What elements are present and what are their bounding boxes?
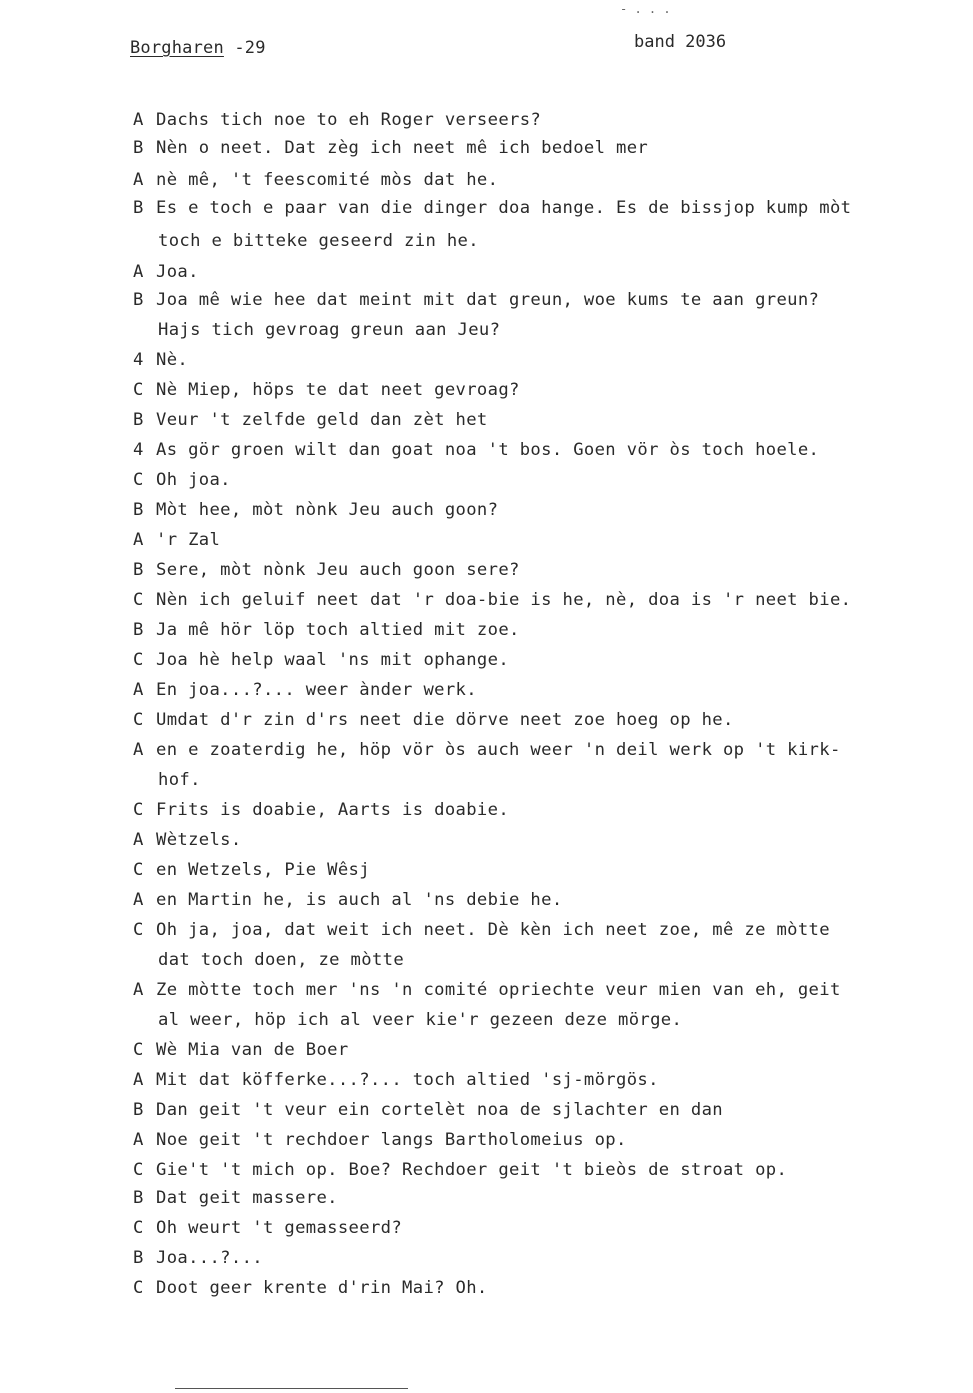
line-text: en Martin he, is auch al 'ns debie he. (156, 890, 563, 910)
speaker-label: B (133, 1188, 144, 1208)
transcript-line (158, 231, 479, 251)
transcript-line (133, 170, 498, 190)
line-text: Frits is doabie, Aarts is doabie. (156, 800, 510, 820)
page-number: -29 (223, 38, 266, 58)
transcript-line (133, 560, 520, 580)
transcript-line (133, 138, 648, 158)
speaker-label: B (133, 290, 144, 310)
transcript-line (133, 980, 841, 1000)
speaker-label: A (133, 1130, 144, 1150)
speaker-label: A (133, 262, 144, 282)
transcript-line (133, 1278, 488, 1298)
transcript-line (158, 950, 404, 970)
transcript-line (158, 320, 500, 340)
transcript-line (133, 680, 477, 700)
speaker-label: A (133, 830, 144, 850)
transcript-line (133, 920, 830, 940)
transcript-line (133, 800, 509, 820)
speaker-label: A (133, 170, 144, 190)
line-text: Joa mê wie hee dat meint mit dat greun, woe kums te aan greun? (156, 290, 820, 310)
speaker-label: B (133, 198, 144, 218)
transcript-line (133, 410, 488, 430)
line-text: dat toch doen, ze mòtte (158, 950, 405, 970)
line-text: Nè. (156, 350, 189, 370)
transcript-line (133, 650, 509, 670)
speaker-label: B (133, 500, 144, 520)
location-title: Borgharen (130, 38, 224, 58)
line-text: As gör groen wilt dan goat noa 't bos. Goen vör òs toch hoele. (156, 440, 820, 460)
transcript-line (133, 1130, 627, 1150)
speaker-label: B (133, 1100, 144, 1120)
line-text: Nèn o neet. Dat zèg ich neet mê ich bedoel mer (156, 138, 649, 158)
transcript-line (133, 262, 199, 282)
speaker-label: C (133, 650, 144, 670)
line-text: en e zoaterdig he, höp vör òs auch weer 'n deil werk op 't kirk- (156, 740, 841, 760)
page-header (130, 38, 266, 58)
line-text: Nè Miep, höps te dat neet gevroag? (156, 380, 520, 400)
footer-rule (175, 1388, 408, 1389)
speaker-label: C (133, 800, 144, 820)
speaker-label: A (133, 530, 144, 550)
speaker-label: B (133, 620, 144, 640)
band-number: band 2036 (634, 32, 727, 52)
transcript-line (158, 1010, 682, 1030)
speaker-label: A (133, 110, 144, 130)
line-text: Oh ja, joa, dat weit ich neet. Dè kèn ich neet zoe, mê ze mòtte (156, 920, 830, 940)
transcript-line (133, 500, 498, 520)
line-text: Dan geit 't veur ein cortelèt noa de sjlachter en dan (156, 1100, 723, 1120)
speaker-label: C (133, 380, 144, 400)
line-text: Oh weurt 't gemasseerd? (156, 1218, 403, 1238)
speaker-label: A (133, 890, 144, 910)
speaker-label: B (133, 1248, 144, 1268)
line-text: nè mê, 't feescomité mòs dat he. (156, 170, 499, 190)
transcript-line (133, 1100, 723, 1120)
speaker-label: C (133, 710, 144, 730)
line-text: Ja mê hör löp toch altied mit zoe. (156, 620, 520, 640)
speaker-label: 4 (133, 350, 144, 370)
line-text: Umdat d'r zin d'rs neet die dörve neet zoe hoeg op he. (156, 710, 734, 730)
line-text: Mit dat köfferke...?... toch altied 'sj-mörgös. (156, 1070, 659, 1090)
transcript-line (133, 1218, 402, 1238)
transcript-line (133, 290, 819, 310)
transcript-line (133, 380, 520, 400)
speaker-label: C (133, 470, 144, 490)
line-text: Dat geit massere. (156, 1188, 338, 1208)
line-text: En joa...?... weer ànder werk. (156, 680, 477, 700)
speaker-label: B (133, 560, 144, 580)
speaker-label: C (133, 1160, 144, 1180)
line-text: al weer, höp ich al veer kie'r gezeen deze mörge. (158, 1010, 683, 1030)
speaker-label: A (133, 1070, 144, 1090)
transcript-line (133, 1160, 787, 1180)
line-text: Doot geer krente d'rin Mai? Oh. (156, 1278, 488, 1298)
speaker-label: A (133, 980, 144, 1000)
speaker-label: C (133, 1218, 144, 1238)
transcript-line (133, 1248, 263, 1268)
speaker-label: C (133, 860, 144, 880)
transcript-line (133, 740, 841, 760)
line-text: Dachs tich noe to eh Roger verseers? (156, 110, 542, 130)
line-text: 'r Zal (156, 530, 221, 550)
transcript-line (133, 530, 220, 550)
transcript-line (133, 350, 188, 370)
transcript-line (158, 770, 201, 790)
line-text: hof. (158, 770, 201, 790)
line-text: Es e toch e paar van die dinger doa hange. Es de bissjop kump mòt (156, 198, 852, 218)
speaker-label: 4 (133, 440, 144, 460)
speaker-label: A (133, 680, 144, 700)
line-text: Sere, mòt nònk Jeu auch goon sere? (156, 560, 520, 580)
transcript-line (133, 1040, 349, 1060)
transcript-line (133, 620, 520, 640)
transcript-line (133, 1188, 338, 1208)
speaker-label: B (133, 410, 144, 430)
line-text: Gie't 't mich op. Boe? Rechdoer geit 't bieòs de stroat op. (156, 1160, 788, 1180)
transcript-line (133, 1070, 659, 1090)
line-text: Noe geit 't rechdoer langs Bartholomeius op. (156, 1130, 627, 1150)
speaker-label: C (133, 1278, 144, 1298)
line-text: Mòt hee, mòt nònk Jeu auch goon? (156, 500, 499, 520)
speaker-label: C (133, 1040, 144, 1060)
line-text: toch e bitteke geseerd zin he. (158, 231, 479, 251)
line-text: Ze mòtte toch mer 'ns 'n comité opriechte veur mien van eh, geit (156, 980, 841, 1000)
speaker-label: B (133, 138, 144, 158)
line-text: en Wetzels, Pie Wêsj (156, 860, 370, 880)
transcript-line (133, 830, 242, 850)
line-text: Joa hè help waal 'ns mit ophange. (156, 650, 510, 670)
transcript-line (133, 860, 370, 880)
transcript-line (133, 590, 851, 610)
transcript-line (133, 710, 734, 730)
transcript-line (133, 440, 819, 460)
transcript-line (133, 110, 541, 130)
line-text: Oh joa. (156, 470, 231, 490)
transcript-line (133, 890, 563, 910)
speaker-label: A (133, 740, 144, 760)
line-text: Wètzels. (156, 830, 242, 850)
line-text: Hajs tich gevroag greun aan Jeu? (158, 320, 501, 340)
transcript-line (133, 470, 231, 490)
line-text: Joa. (156, 262, 199, 282)
transcript-line (133, 198, 851, 218)
line-text: Wè Mia van de Boer (156, 1040, 349, 1060)
line-text: Nèn ich geluif neet dat 'r doa-bie is he, nè, doa is 'r neet bie. (156, 590, 852, 610)
speaker-label: C (133, 920, 144, 940)
line-text: Joa...?... (156, 1248, 263, 1268)
line-text: Veur 't zelfde geld dan zèt het (156, 410, 488, 430)
speaker-label: C (133, 590, 144, 610)
top-marks: - . . . (620, 2, 671, 16)
